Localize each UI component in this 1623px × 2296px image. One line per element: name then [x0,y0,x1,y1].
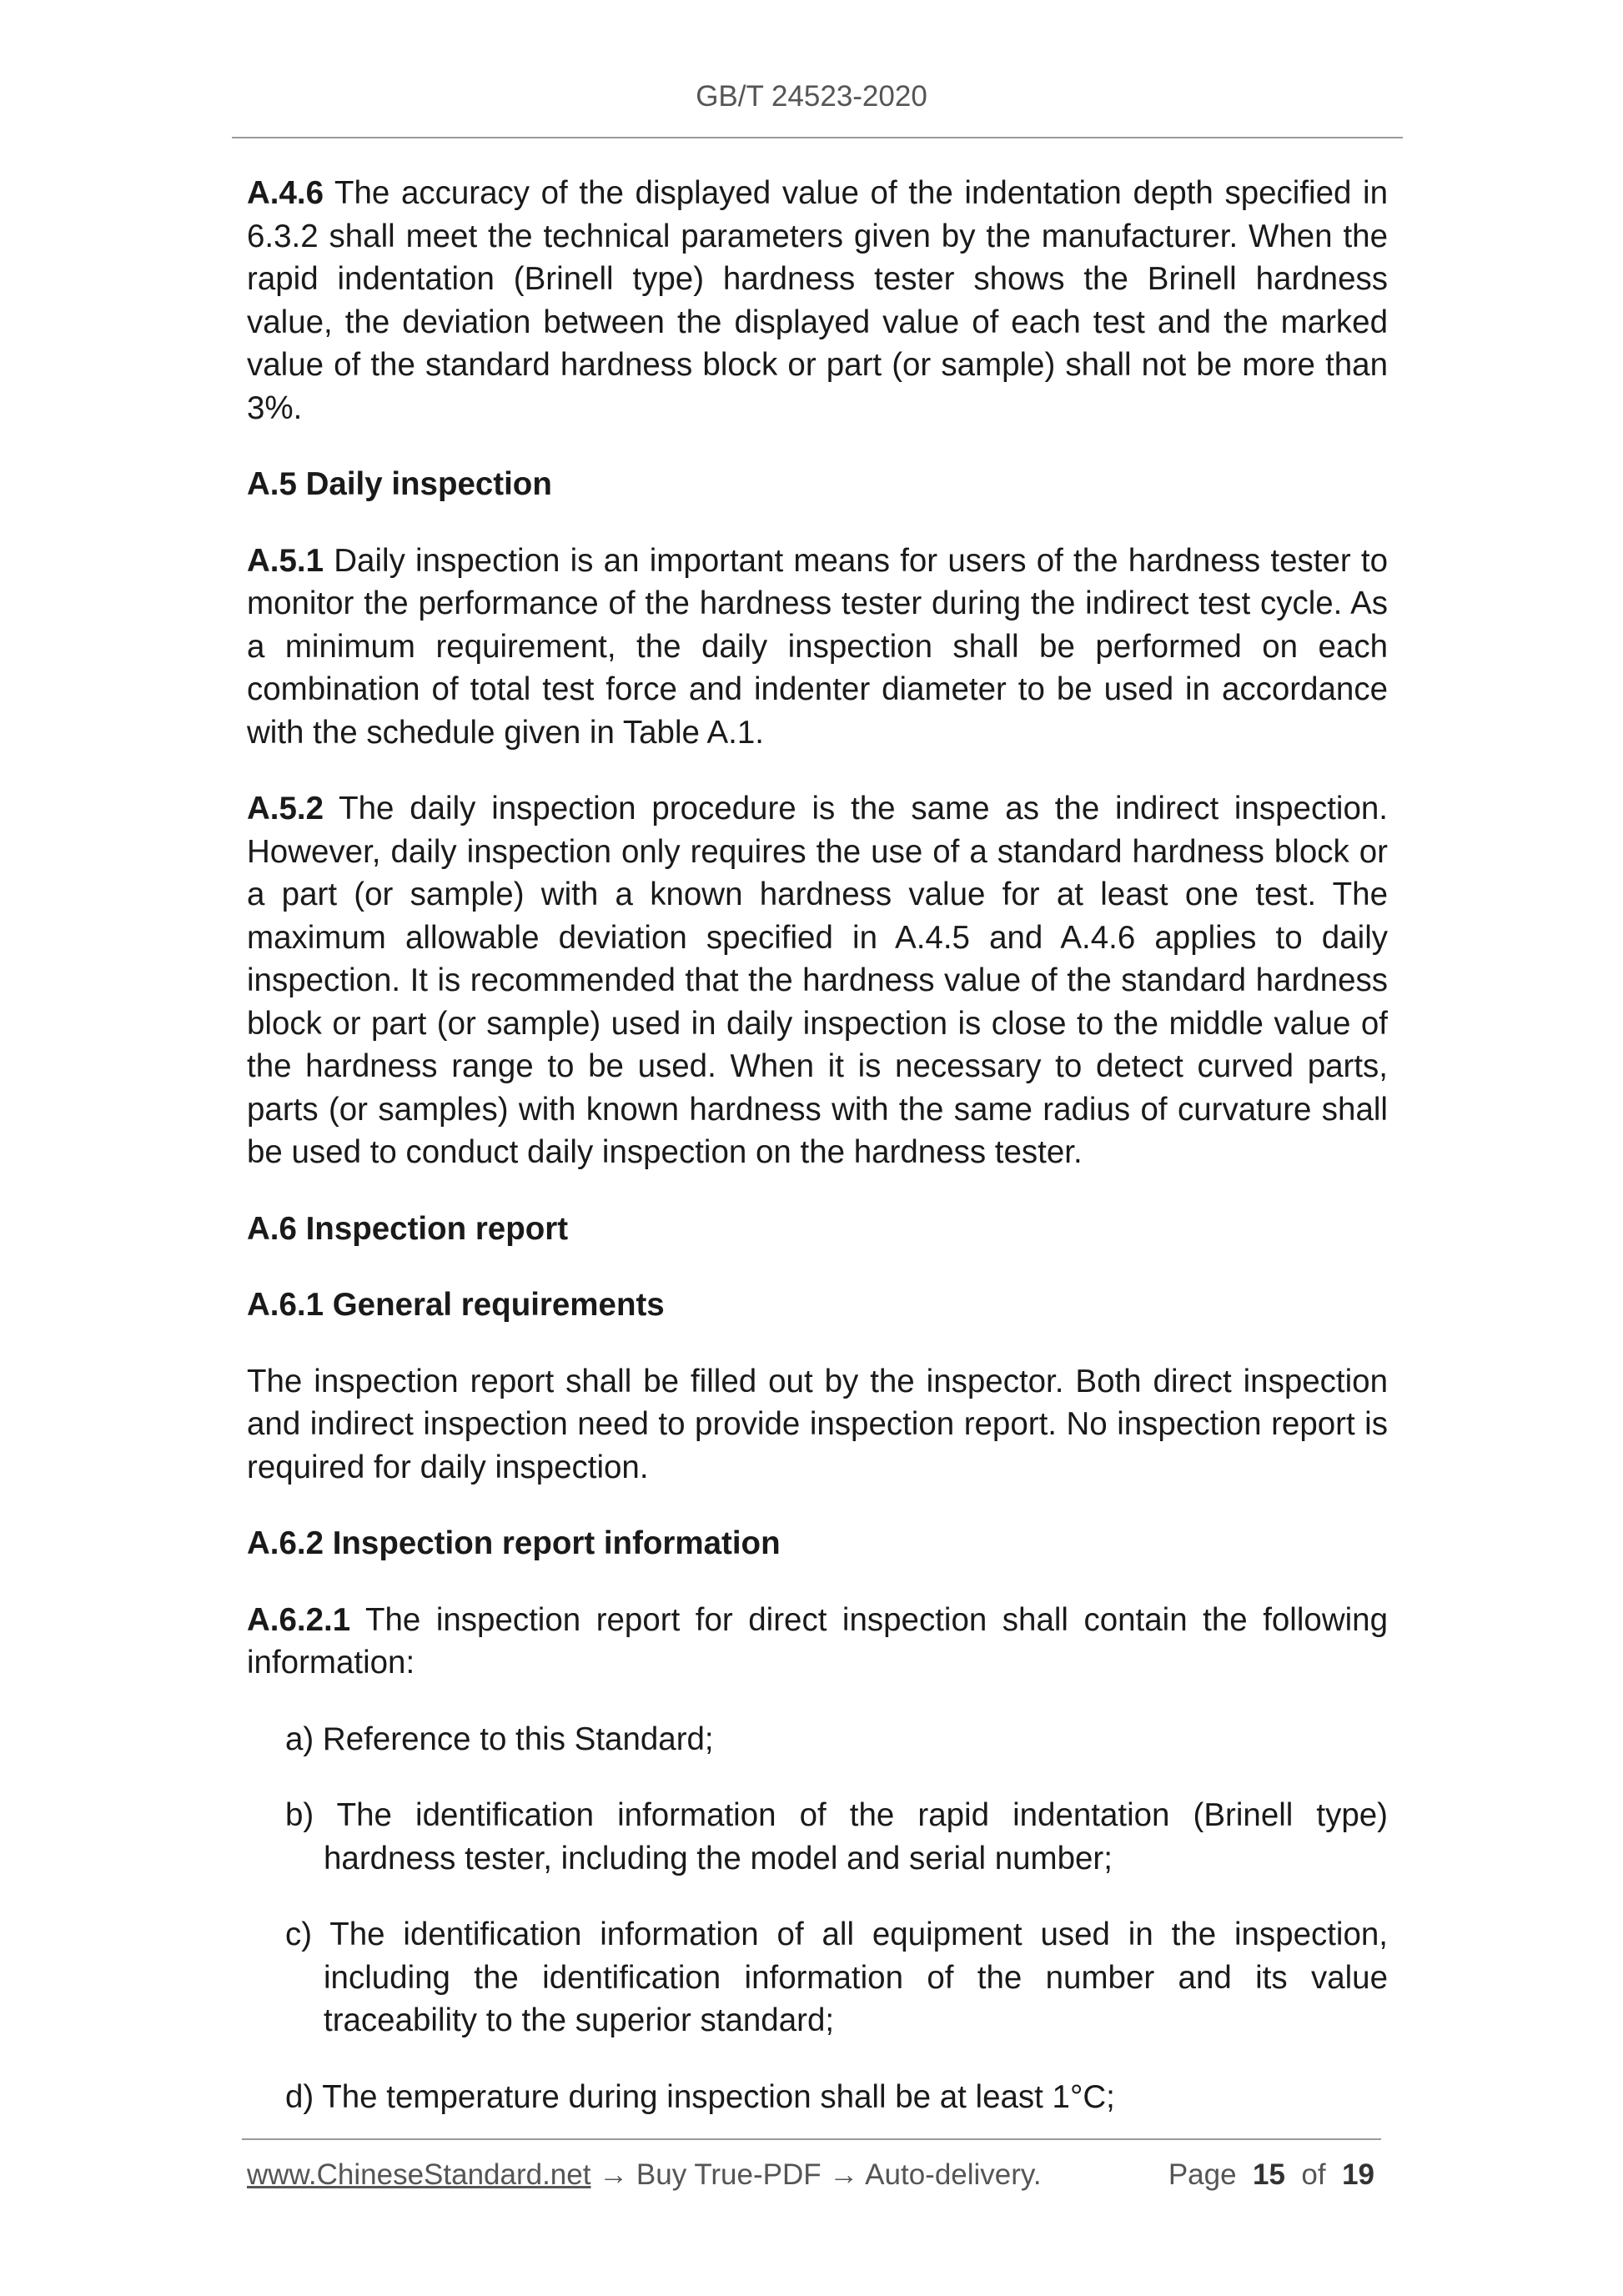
footer-divider [242,2138,1381,2140]
paragraph-a-6-1: The inspection report shall be filled out by the inspector. Both direct inspection and indirect inspection need to provide inspection report. No inspection report is required for daily inspection. [247,1363,1388,1485]
list-item-b: b) The identification information of the rapid indentation (Brinell type) hardness tester, including the model and serial number; [285,1797,1388,1876]
clause-a-6-2-1 [247,1599,1388,1685]
heading-a-5: A.5 Daily inspection [247,466,552,502]
page-label: Page [1168,2158,1237,2191]
clause-number: A.4.6 [247,175,324,211]
clause-a-5-1 [247,540,1388,755]
page-number [1168,2158,1374,2192]
list-item-c: c) The identification information of all equipment used in the inspection, including the identification information of the number and its value traceability to the superior standard; [285,1917,1388,2038]
clause-text: The accuracy of the displayed value of the indentation depth specified in 6.3.2 shall meet the technical parameters given by the manufacturer. When the rapid indentation (Brinell type) hardness tester shows the Brinell hardness value, the deviation between the displayed value of each test and the marked value of the standard hardness block or part (or sample) shall not be more than 3%. [247,175,1388,426]
list-item-a: a) Reference to this Standard; [285,1721,714,1757]
page-current: 15 [1253,2158,1285,2191]
clause-text: Daily inspection is an important means for users of the hardness tester to monitor the performance of the hardness tester during the indirect test cycle. As a minimum requirement, the daily inspection shall be performed on each combination of total test force and indenter diameter to be used in accordance with the schedule given in Table A.1. [247,542,1388,751]
page-total: 19 [1342,2158,1374,2191]
header-divider [232,137,1403,138]
clause-text: The inspection report for direct inspection shall contain the following information: [247,1601,1388,1681]
clause-number: A.5.1 [247,542,324,579]
site-link[interactable]: www.ChineseStandard.net [247,2158,591,2191]
clause-a-4-6 [247,172,1388,430]
clause-number: A.5.2 [247,791,324,826]
clause-number: A.6.2.1 [247,1601,351,1638]
clause-text: The daily inspection procedure is the same as the indirect inspection. However, daily inspection only requires the use of a standard hardness block or a part (or sample) with a known hardness value for at least one test. The maximum allowable deviation specified in A.4.5 and A.4.6 applies to daily inspection. It is recommended that the hardness value of the standard hardness block or part (or sample) used in daily inspection is close to the middle value of the hardness range to be used. When it is necessary to detect curved parts, parts (or samples) with known hardness with the same radius of curvature shall be used to conduct daily inspection on the hardness tester. [247,791,1388,1170]
document-header: GB/T 24523-2020 [696,80,927,113]
heading-a-6-2: A.6.2 Inspection report information [247,1525,781,1561]
footer-promo: → Buy True-PDF → Auto-delivery. [590,2158,1042,2191]
heading-a-6: A.6 Inspection report [247,1210,569,1247]
page-of: of [1301,2158,1326,2191]
heading-a-6-1: A.6.1 General requirements [247,1287,665,1323]
list-item-d: d) The temperature during inspection shall be at least 1°C; [285,2078,1115,2115]
clause-a-5-2 [247,787,1388,1174]
page-body [247,172,1388,2152]
page-footer [247,2158,1381,2192]
